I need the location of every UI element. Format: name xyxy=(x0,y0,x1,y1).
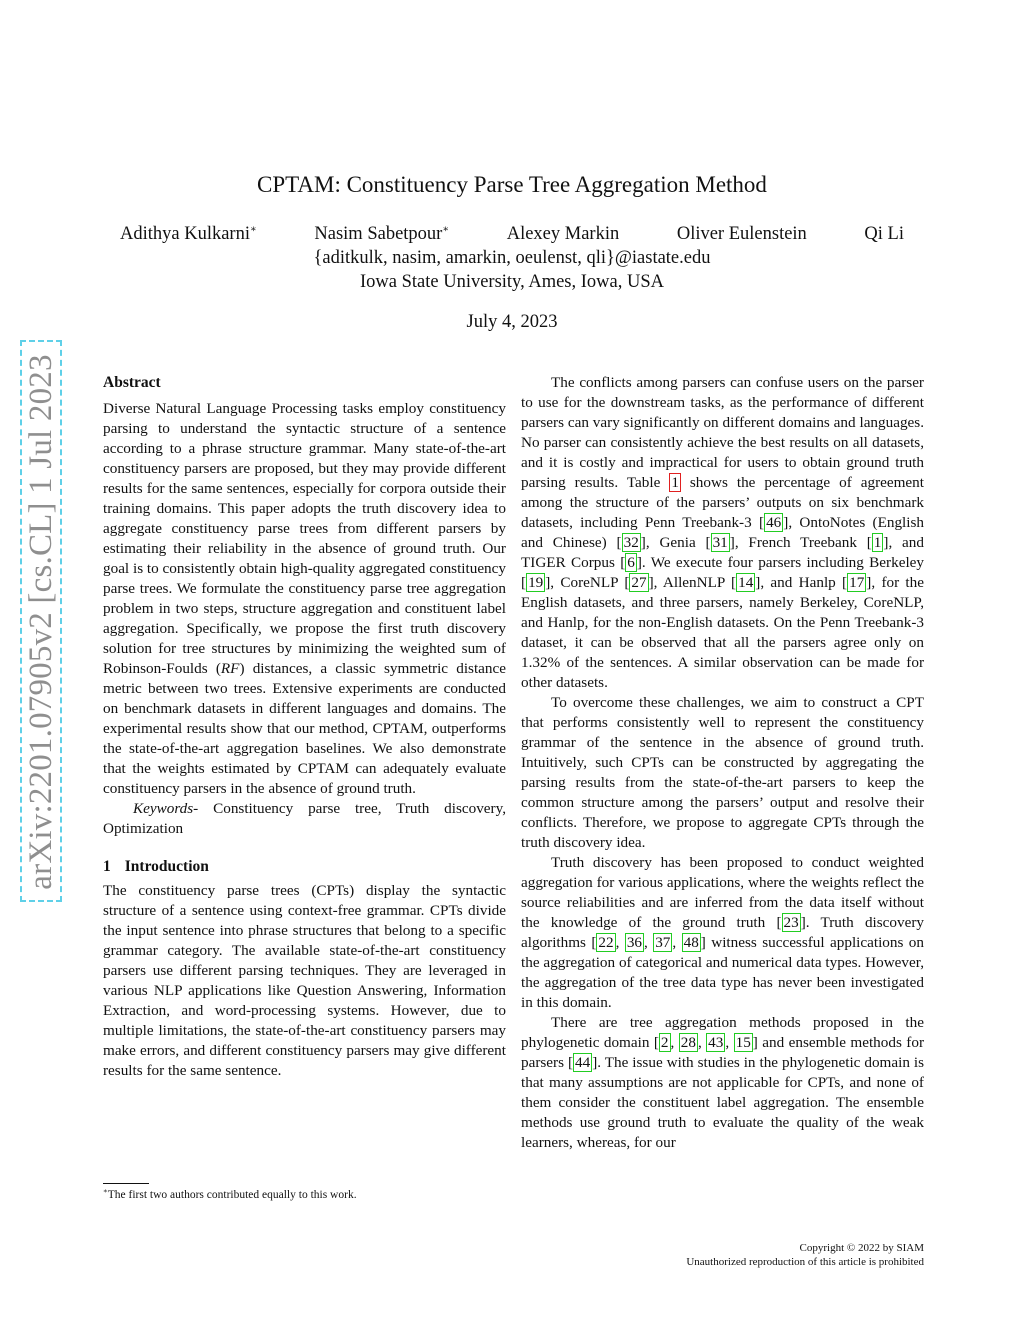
copyright-notice xyxy=(686,1241,924,1269)
abstract-text: Diverse Natural Language Processing tasks employ constituency parsing to understand the syntactic structure of a sentence according to a phrase structure grammar. Many state-of-the-art constituency parsers are proposed, but they may provide different results for the same sentences, especially for corpora outside their training domains. This paper adopts the truth discovery idea to aggregate constituency parse trees from different parsers by estimating their reliability in the absence of ground truth. Our goal is to consistently obtain high-quality aggregated constituency parse trees. We formulate the constituency parse tree aggregation problem in two steps, structure aggregation and constituent label aggregation. Specifically, we propose the first truth discovery solution for tree structures by minimizing the weighted sum of Robinson-Foulds (RF) distances, a classic symmetric distance metric between two trees. Extensive experiments are conducted on benchmark datasets in different languages and domains. The experimental results show that our method, CPTAM, outperforms the state-of-the-art aggregation baselines. We also demonstrate that the weights estimated by CPTAM can adequately evaluate constituency parsers in the absence of ground truth. xyxy=(103,400,506,797)
citation-link[interactable]: 28 xyxy=(680,1034,696,1051)
citation-link[interactable]: 44 xyxy=(575,1054,591,1071)
left-column xyxy=(103,373,506,1081)
affiliation: Iowa State University, Ames, Iowa, USA xyxy=(359,272,664,292)
citation-link[interactable]: 22 xyxy=(598,934,614,951)
citation-link[interactable]: 17 xyxy=(849,574,865,591)
author-list xyxy=(120,222,904,246)
citation-link[interactable]: 15 xyxy=(735,1034,751,1051)
intro-paragraph: The constituency parse trees (CPTs) display the syntactic structure of a sentence using context-free grammar. CPTs divide the input sentence into phrase structures that belong to a specific grammar category. The available state-of-the-art constituency parsers use different parsing techniques. They are leveraged in various NLP applications like Question Answering, Information Extraction, and word-processing systems. However, due to multiple limitations, the state-of-the-art constituency parsers may make errors, and different constituency parsers may give different results for the same sentence. xyxy=(103,882,506,1079)
citation-link[interactable]: 46 xyxy=(766,514,782,531)
author: Nasim Sabetpour∗ xyxy=(314,223,450,244)
citation-link[interactable]: 2 xyxy=(660,1034,669,1051)
citation-link[interactable]: 23 xyxy=(783,914,799,931)
footnote: ∗The first two authors contributed equally to this work. xyxy=(103,1187,357,1201)
citation-link[interactable]: 27 xyxy=(631,574,647,591)
abstract-heading: Abstract xyxy=(103,374,161,391)
citation-link[interactable]: 48 xyxy=(683,934,699,951)
conflicts-paragraph: The conflicts among parsers can confuse users on the parser to use for the downstream tasks, as the performance of different parsers can vary significantly on different domains and languages. No parser can consistently achieve the best results on all datasets, and it is costly and impractical for users to obtain ground truth parsing results. Table 1 shows the percentage of agreement among the structure of the parsers’ outputs on six benchmark datasets, including Penn Treebank-3 [ 46 ], OntoNotes (English and Chinese) [ 32 ], Genia [ 31 ], French Treebank [ 1 ], and TIGER Corpus [ 6 ]. We execute four parsers including Berkeley [ 19 ], CoreNLP [ 27 ], AllenNLP [ 14 ], and Hanlp [ 17 ], for the English datasets, and three parsers, namely Berkeley, CoreNLP, and Hanlp, for the non-English datasets. On the Penn Treebank-3 dataset, it can be observed that all the parsers agree only on 1.32% of the sentences. A similar observation can be made for other datasets. xyxy=(521,374,924,691)
truth-discovery-paragraph: Truth discovery has been proposed to conduct weighted aggregation for various applications, where the weights reflect the source reliabilities and are inferred from the data itself without the knowledge of the ground truth [ 23 ]. Truth discovery algorithms [ 22 , 36 , 37 , 48 ] witness successful applications on the aggregation of categorical and numerical data types. However, the aggregation of the tree data type has never been investigated in this domain. xyxy=(521,854,924,1011)
citation-link[interactable]: 6 xyxy=(627,554,635,571)
copyright-line: Copyright © 2022 by SIAM xyxy=(799,1242,924,1254)
citation-link[interactable]: 37 xyxy=(655,934,671,951)
citation-link[interactable]: 1 xyxy=(873,534,882,551)
author: Oliver Eulenstein xyxy=(676,224,807,244)
author: Qi Li xyxy=(864,224,904,244)
author: Alexey Markin xyxy=(506,224,620,244)
paper-date: July 4, 2023 xyxy=(466,312,558,332)
arxiv-identifier[interactable]: arXiv:2201.07905v2 [cs.CL] 1 Jul 2023 xyxy=(22,354,59,890)
citation-link[interactable]: 32 xyxy=(623,534,639,551)
citation-link[interactable]: 19 xyxy=(528,574,544,591)
citation-link[interactable]: 31 xyxy=(712,534,728,551)
table-ref-link[interactable]: 1 xyxy=(671,474,679,491)
right-column xyxy=(521,373,924,1153)
author: Adithya Kulkarni∗ xyxy=(120,223,257,244)
citation-link[interactable]: 36 xyxy=(626,934,642,951)
citation-link[interactable]: 43 xyxy=(708,1034,724,1051)
section-heading-introduction: 1 Introduction xyxy=(103,858,209,875)
tree-aggregation-paragraph: There are tree aggregation methods proposed in the phylogenetic domain [ 2 , 28 , 43 , 15 ] and ensemble methods for parsers [ 44 ]. The issue with studies in the phylogenetic domain is that many assumptions are not applicable for CPTs, and none of them consider the constituent label aggregation. The ensemble methods use ground truth to evaluate the quality of the weak learners, whereas, for our xyxy=(521,1014,925,1151)
author-emails: {aditkulk, nasim, amarkin, oeulenst, qli}@iastate.edu xyxy=(313,248,711,268)
reproduction-notice: Unauthorized reproduction of this article is prohibited xyxy=(686,1256,924,1268)
overcome-paragraph: To overcome these challenges, we aim to construct a CPT that performs consistently well to represent the constituency grammar of the sentence in the absence of ground truth. Intuitively, such CPTs can be constructed by aggregating the parsing results from the state-of-the-art parsers to keep the common structure among the parsers’ output and resolve their conflicts. Therefore, we propose to aggregate CPTs through the truth discovery idea. xyxy=(521,694,924,851)
keywords: Keywords- Constituency parse tree, Truth discovery, Optimization xyxy=(103,800,506,837)
paper-title: CPTAM: Constituency Parse Tree Aggregation Method xyxy=(257,172,767,197)
citation-link[interactable]: 14 xyxy=(738,574,754,591)
